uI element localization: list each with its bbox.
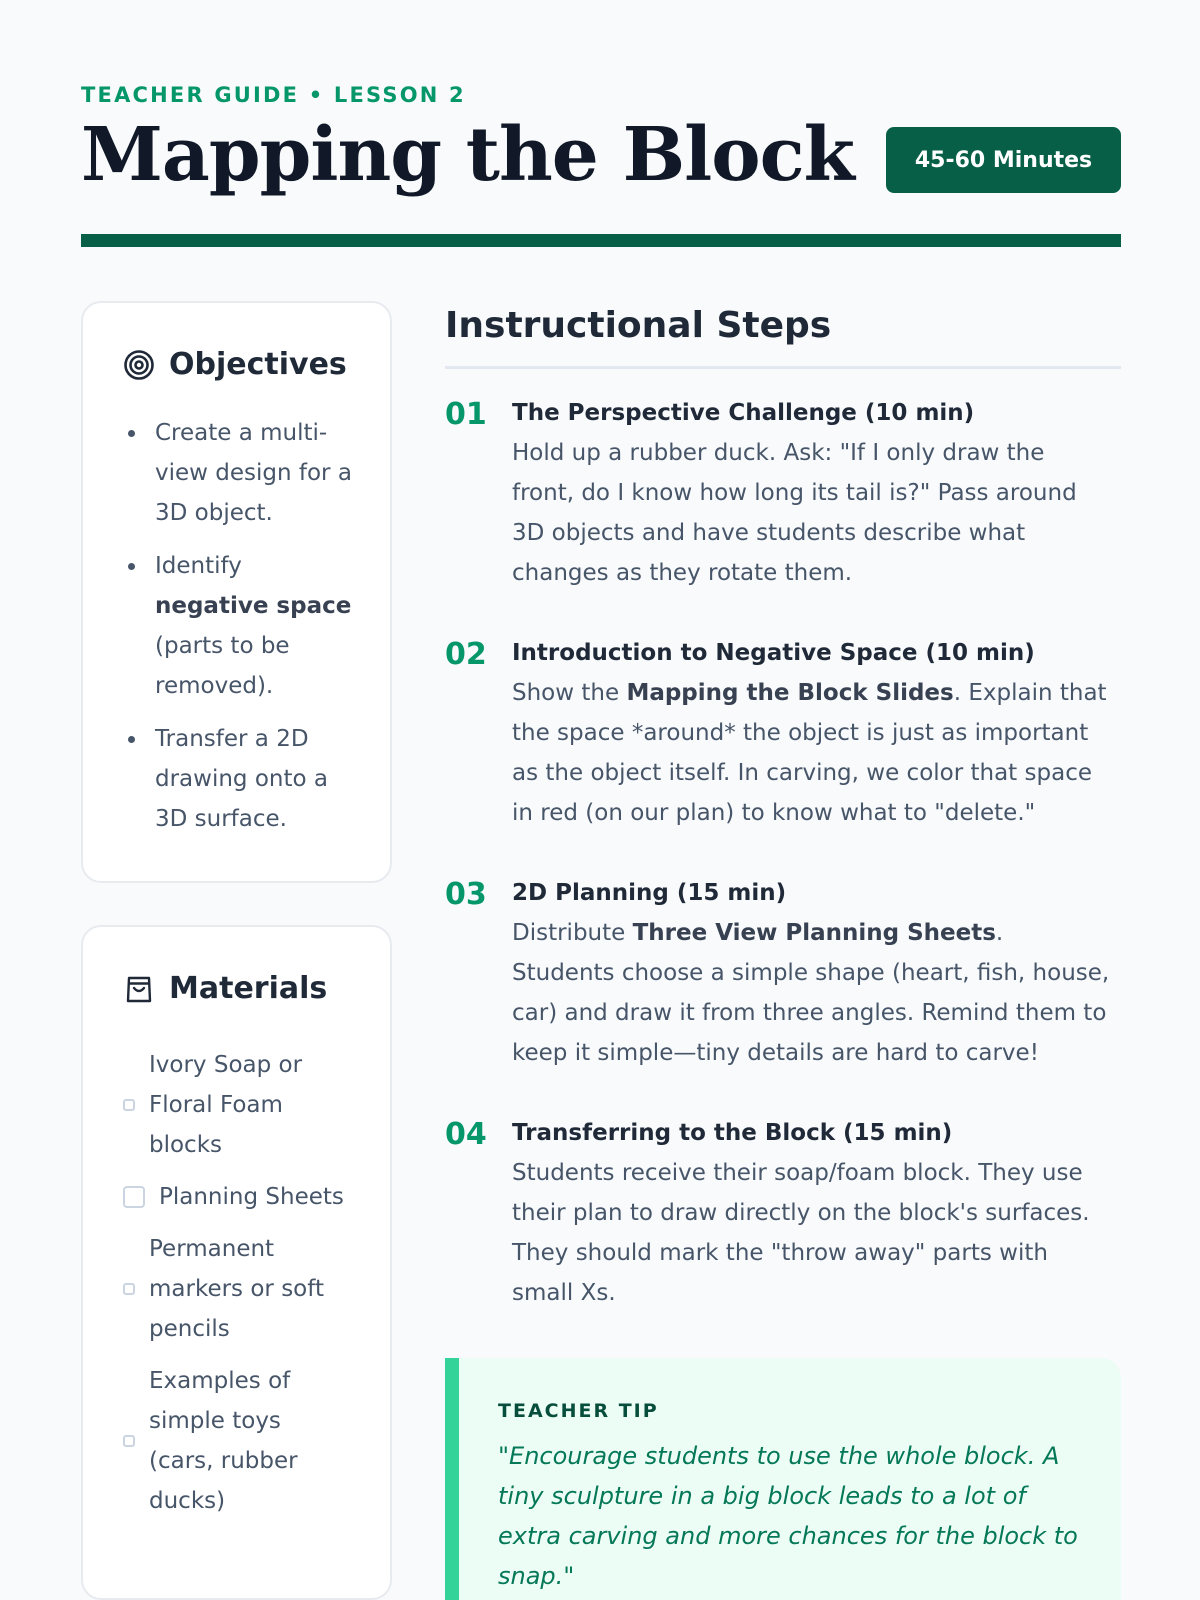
target-icon bbox=[123, 349, 155, 381]
step-text-part: Distribute bbox=[512, 920, 633, 946]
objectives-card bbox=[81, 301, 392, 883]
step-text-part: . Explain that the space *around* the object is just as important as the object itself. In carving, we color that space in red (on our plan) to know what to "delete." bbox=[512, 680, 1107, 826]
material-checkbox[interactable] bbox=[123, 1099, 135, 1111]
objective-item bbox=[123, 546, 353, 706]
material-label: Planning Sheets bbox=[159, 1184, 344, 1210]
step-title: Transferring to the Block (15 min) bbox=[512, 1120, 953, 1146]
shopping-bag-icon bbox=[123, 973, 155, 1005]
objective-item: Create a multi-view design for a 3D object. bbox=[123, 413, 353, 533]
step-title: 2D Planning (15 min) bbox=[512, 880, 787, 906]
page-title: Mapping the Block bbox=[81, 112, 854, 198]
material-checkbox[interactable] bbox=[123, 1435, 135, 1447]
step-emphasis: Three View Planning Sheets bbox=[632, 920, 996, 946]
step-body bbox=[512, 633, 1112, 833]
step-number: 04 bbox=[445, 1117, 487, 1152]
step-title: Introduction to Negative Space (10 min) bbox=[512, 640, 1035, 666]
step-text-part: . Students choose a simple shape (heart, fish, house, car) and draw it from three angles. Remind them to keep it simple—tiny details are hard to carve! bbox=[512, 920, 1110, 1066]
step-text bbox=[512, 913, 1112, 1073]
step-emphasis: Mapping the Block Slides bbox=[626, 680, 954, 706]
step-number: 02 bbox=[445, 637, 487, 672]
objective-item: Transfer a 2D drawing onto a 3D surface. bbox=[123, 719, 353, 839]
steps-heading: Instructional Steps bbox=[445, 305, 832, 346]
material-label: Permanent markers or soft pencils bbox=[149, 1236, 324, 1342]
teacher-tip-label: TEACHER TIP bbox=[498, 1400, 659, 1422]
steps-divider bbox=[445, 366, 1121, 369]
step-text-part: Show the bbox=[512, 680, 627, 706]
material-label: Ivory Soap or Floral Foam blocks bbox=[149, 1052, 303, 1158]
step-body bbox=[512, 873, 1112, 1073]
teacher-tip-quote: "Encourage students to use the whole block. A tiny sculpture in a big block leads to a lot of extra carving and more chances for the block to snap." bbox=[498, 1442, 1078, 1590]
step-title: The Perspective Challenge (10 min) bbox=[512, 400, 975, 426]
materials-card bbox=[81, 925, 392, 1600]
material-label: Examples of simple toys (cars, rubber ducks) bbox=[149, 1368, 298, 1514]
material-item bbox=[123, 1361, 363, 1521]
objectives-title: Objectives bbox=[169, 347, 347, 382]
step-text bbox=[512, 673, 1112, 833]
material-item bbox=[123, 1177, 363, 1217]
materials-list bbox=[123, 1045, 363, 1533]
materials-title: Materials bbox=[169, 971, 328, 1006]
step-body bbox=[512, 1113, 1112, 1313]
lesson-page bbox=[81, 0, 1121, 1600]
materials-header bbox=[123, 971, 327, 1006]
duration-badge: 45-60 Minutes bbox=[886, 127, 1121, 193]
step-body bbox=[512, 393, 1112, 593]
header-divider bbox=[81, 234, 1121, 247]
step-text bbox=[512, 1153, 1112, 1313]
step-text-part: Hold up a rubber duck. Ask: "If I only draw the front, do I know how long its tail is?" Pass around 3D objects and have students describe what changes as they rotate them. bbox=[512, 440, 1077, 586]
lesson-eyebrow: TEACHER GUIDE • LESSON 2 bbox=[81, 83, 466, 107]
material-checkbox[interactable] bbox=[123, 1283, 135, 1295]
material-item bbox=[123, 1045, 363, 1165]
objective-text: Identify bbox=[155, 553, 242, 579]
step-text bbox=[512, 433, 1112, 593]
objectives-list bbox=[123, 413, 353, 852]
objective-text: (parts to be removed). bbox=[155, 633, 290, 699]
step-text-part: Students receive their soap/foam block. They use their plan to draw directly on the block's surfaces. They should mark the "throw away" parts with small Xs. bbox=[512, 1160, 1090, 1306]
objectives-header bbox=[123, 347, 347, 382]
teacher-tip-callout bbox=[445, 1358, 1121, 1600]
material-checkbox[interactable] bbox=[123, 1186, 145, 1208]
objective-emphasis: negative space bbox=[155, 593, 352, 619]
material-item bbox=[123, 1229, 363, 1349]
step-number: 03 bbox=[445, 877, 487, 912]
step-number: 01 bbox=[445, 397, 487, 432]
